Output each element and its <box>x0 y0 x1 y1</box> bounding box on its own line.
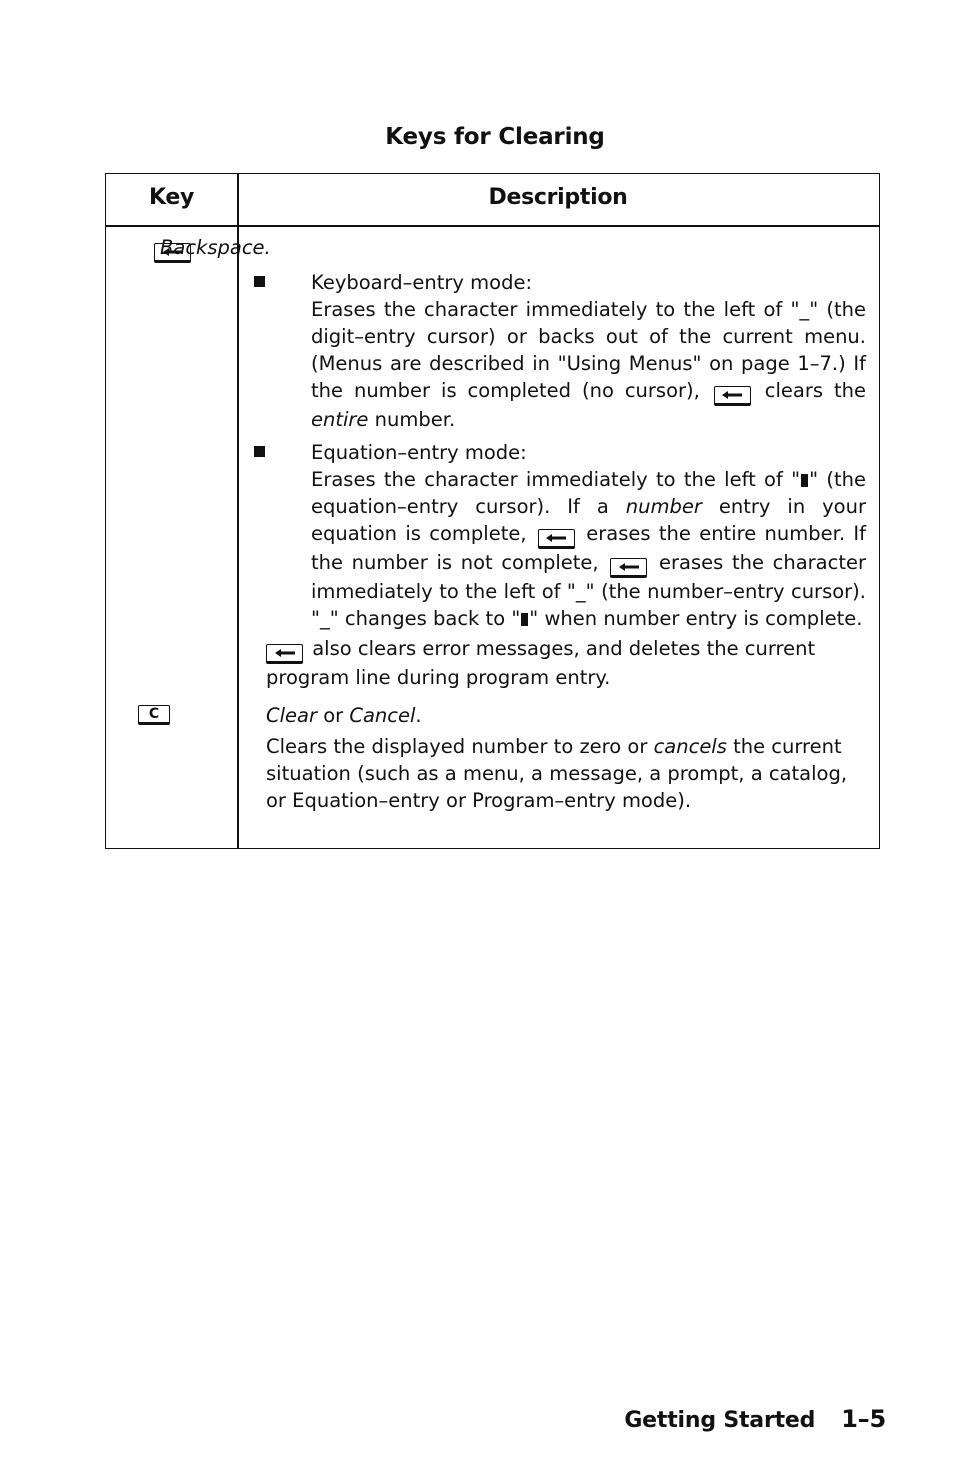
page-number: 1–5 <box>841 1405 886 1433</box>
equation-entry-label: Equation–entry mode: <box>311 441 527 464</box>
equation-entry-block <box>311 439 866 632</box>
column-divider <box>237 174 239 848</box>
backspace-also-text: also clears error messages, and deletes the current program line during program entry. <box>266 637 816 689</box>
keyboard-entry-block <box>311 269 866 433</box>
keyboard-entry-label: Keyboard–entry mode: <box>311 271 533 294</box>
footer-section: Getting Started <box>624 1408 816 1433</box>
keyboard-entry-text: Erases the character immediately to the left of "_" (the digit–entry cursor) or backs out of the current menu. (Menus are described in "Using Menus" on page 1–7.) If the number is completed (no cursor), clears the entire number. <box>311 298 867 431</box>
table-title: Keys for Clearing <box>385 124 605 150</box>
header-key: Key <box>148 185 195 210</box>
equation-entry-text: Erases the character immediately to the left of " " (the equation–entry cursor). If a number entry in your equation is complete, erases the entire number. If the number is not complete, erases the character immediately to the left of "_" (the number–entry cursor). "_" changes back to " " when number entry is complete. <box>311 468 866 630</box>
bullet <box>254 446 265 457</box>
clear-key-icon: C <box>138 705 170 725</box>
clear-description: Clears the displayed number to zero or cancels the current situation (such as a menu, a message, a prompt, a catalog, or Equation–entry or Program–entry mode). <box>266 735 848 812</box>
bullet <box>254 276 265 287</box>
clear-title: Clear or Cancel. <box>266 704 422 727</box>
backspace-inline-icon <box>538 529 575 549</box>
page-footer <box>624 1405 886 1433</box>
backspace-title: Backspace. <box>160 236 271 259</box>
equation-cursor-icon <box>521 613 528 626</box>
header-description: Description <box>488 185 628 210</box>
backspace-inline-icon <box>266 644 303 664</box>
equation-cursor-icon <box>801 474 808 487</box>
header-divider <box>106 225 879 227</box>
backspace-inline-icon <box>610 558 647 578</box>
backspace-inline-icon <box>714 386 751 406</box>
